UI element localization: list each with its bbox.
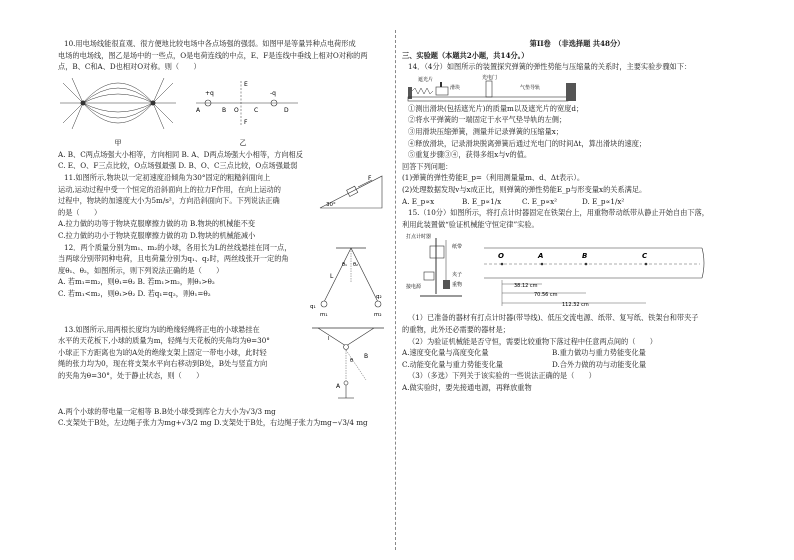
q10-field-diagram bbox=[58, 73, 388, 149]
svg-text:接电源: 接电源 bbox=[406, 284, 422, 291]
q15-options-row2: C.动能变化量与重力势能变化量 D.合外力做的功与动能变化量 bbox=[402, 359, 647, 369]
q15-options-row1: A.速度变化量与高度变化量 B.重力做功与重力势能变化量 bbox=[402, 348, 646, 358]
fig-yi-label: 乙 bbox=[239, 138, 247, 147]
svg-text:B: B bbox=[364, 352, 369, 360]
svg-text:B: B bbox=[222, 106, 227, 114]
q11-options: A.拉力做的功等于物块克服摩擦力做的功 B.物块的机械能不变 C.拉力做的功小于物块克服摩擦力做的功 D.物块的机械能减小 bbox=[58, 219, 256, 240]
svg-text:夹子: 夹子 bbox=[452, 272, 463, 279]
svg-text:纸带: 纸带 bbox=[452, 244, 463, 251]
point-diagram bbox=[196, 81, 298, 147]
column-divider bbox=[395, 30, 396, 550]
q15-tape-figure bbox=[402, 230, 752, 312]
q10-text: 10.用电场线能很直观、很方便地比较电场中各点场强的强弱。如图甲是等量异种点电荷形成 电场的电场线，图乙是场中的一些点，O是电荷连线的中点，E、F是连线中垂线上相对O对称的两 点，B、C和A、D也相对O对称。则（ ） bbox=[58, 39, 368, 72]
svg-text:B: B bbox=[582, 252, 588, 261]
svg-text:m₂: m₂ bbox=[374, 311, 382, 318]
q15-stem: 15.（10分）如图所示，将打点计时器固定在铁架台上，用重物带动纸带从静止开始自由下落， 利用此装置做“验证机械能守恒定律”实验。 bbox=[402, 208, 709, 229]
field-lines bbox=[60, 78, 176, 129]
svg-text:D: D bbox=[284, 106, 289, 114]
svg-text:F: F bbox=[368, 174, 372, 182]
q12-block: 12．两个质量分别为m₁、m₂的小球，各用长为L的丝线悬挂在同一点， 当两球分别带同种电荷，且电荷量分别为q₁、q₂时，两丝线张开一定的角 度θ₁、θ₂，如图所示，则下列说法正确的是（ ） A. 若m₁=m₂，则θ₁=θ₂ B. 若m₁>m₂，则θ₁>θ₂ C. 若m₁<m₂，则θ₁>θ₂ D. 若q₁=q₂，则θ₁=θ₂ L θ₁ θ₂ q₁ m₁ q₂ m₂ bbox=[58, 242, 388, 324]
q14-air-track-figure bbox=[402, 73, 602, 103]
svg-text:70.56 cm: 70.56 cm bbox=[534, 292, 558, 299]
q13-suspended-ball-figure bbox=[308, 324, 388, 404]
svg-text:打点计时器: 打点计时器 bbox=[406, 234, 432, 241]
q15-body: （1）已准备的器材有打点计时器(带导线)、低压交流电源、纸带、复写纸、铁架台和带夹子 的重物，此外还必需要的器材是； （2）为验证机械能是否守恒，需要比较重物下落过程中任意两点间的（ ） bbox=[402, 313, 699, 346]
q14-options: A. E_p∝x B. E_p∝1/x C. E_p∝x² D. E_p∝1/x² bbox=[402, 196, 625, 206]
svg-text:θ₂: θ₂ bbox=[353, 261, 359, 268]
timer-apparatus bbox=[406, 233, 462, 296]
q11-incline-figure bbox=[316, 172, 386, 212]
svg-text:C: C bbox=[642, 252, 648, 261]
q10-figure bbox=[58, 73, 388, 149]
q12-pendulum-figure bbox=[306, 242, 386, 322]
svg-text:A: A bbox=[336, 382, 341, 390]
q11-block: 11.如图所示,物块以一定初速度沿倾角为30°固定的粗糙斜面向上 运动,运动过程中受一个恒定的沿斜面向上的拉力F作用，在向上运动的 过程中，物块的加速度大小为5m/s²，方向沿斜面向下。下列说法正确 的是（ ） F 30° bbox=[58, 172, 388, 218]
q15-figure bbox=[402, 230, 752, 312]
svg-text:+q: +q bbox=[205, 89, 214, 97]
q14-figure bbox=[402, 73, 752, 103]
right-column bbox=[402, 38, 752, 393]
svg-text:F: F bbox=[244, 118, 248, 126]
svg-text:q₂: q₂ bbox=[376, 293, 382, 300]
svg-text:A: A bbox=[538, 252, 544, 261]
svg-text:θ: θ bbox=[350, 357, 354, 364]
positive-charge bbox=[81, 100, 86, 105]
svg-text:遮光片: 遮光片 bbox=[418, 76, 434, 83]
svg-text:q₁: q₁ bbox=[310, 303, 316, 310]
svg-text:-q: -q bbox=[270, 89, 276, 97]
fig-jia-label: 甲 bbox=[114, 138, 122, 147]
q13-block: 13.如图所示,用两根长度均为l的绝缘轻绳将正电的小球悬挂在 水平的天花板下,小球的质量为m，轻绳与天花板的夹角均为θ=30° 小球正下方距离也为l的A处的绝缘支架上固定一带电小球，此时轻 绳的张力均为0，现在将支架水平向右移动到B处，B处与竖直方向 的夹角为θ=30°，处于静止状态，则（ ） B A l θ bbox=[58, 324, 388, 406]
svg-text:重物: 重物 bbox=[452, 282, 463, 289]
q15-more: （3）（多选）下列关于该实验的一些说法正确的是（ ） A.做实验时，要先接通电源，再释放重物 bbox=[402, 371, 596, 392]
svg-text:C: C bbox=[254, 106, 259, 114]
negative-charge bbox=[151, 100, 156, 105]
svg-text:滑块: 滑块 bbox=[450, 84, 461, 91]
svg-text:O: O bbox=[234, 106, 239, 114]
svg-text:气垫导轨: 气垫导轨 bbox=[520, 84, 541, 91]
left-column bbox=[58, 38, 388, 429]
svg-text:38.12 cm: 38.12 cm bbox=[514, 283, 538, 290]
svg-text:θ₁: θ₁ bbox=[342, 261, 348, 268]
svg-text:光电门: 光电门 bbox=[482, 74, 498, 81]
q14-steps: ①测出滑块(包括遮光片)的质量m以及遮光片的宽度d； ②将水平弹簧的一端固定于水平气垫导轨的左侧； ③用滑块压缩弹簧，测量并记录弹簧的压缩量x； ④释放滑块，记录滑块脱离弹簧后通过光电门的时间Δt，算出滑块的速度； ⑤重复步骤③④，获得多组x与v的值。 回答下列问题： (1)弹簧的弹性势能E_p=（利用测量量m、d、Δt表示）。 (2)处理数据发现v与x成正比，则弹簧的弹性势能E_p与形变量x的关系满足。 bbox=[402, 103, 647, 194]
svg-text:m₁: m₁ bbox=[320, 311, 328, 318]
q13-options: A.两个小球的带电量一定相等 B.B处小球受到库仑力大小为√3/3 mg C.支架处于B处，左边绳子张力为mg+√3/2 mg D.支架处于B处，右边绳子张力为mg−√3/4 mg bbox=[58, 406, 368, 428]
section-title: 第II卷 （非选择题 共48分） bbox=[529, 39, 625, 48]
svg-text:30°: 30° bbox=[326, 201, 336, 208]
q10-options: A. B、C两点场强大小相等，方向相同 B. A、D两点场强大小相等，方向相反 C. E、O、F三点比较，O点场强最强 D. B、O、C三点比较，O点场强最弱 bbox=[58, 149, 303, 171]
q14-stem: 14．（4分）如图所示的装置探究弹簧的弹性势能与压缩量的关系时，主要实验步骤如下： bbox=[408, 62, 692, 72]
svg-text:O: O bbox=[498, 252, 504, 261]
svg-text:l: l bbox=[328, 335, 330, 342]
svg-text:112.32 cm: 112.32 cm bbox=[562, 302, 589, 309]
svg-text:L: L bbox=[330, 272, 334, 280]
section-3-heading: 三、实验题（本题共2小题，共14分。） bbox=[402, 50, 529, 60]
svg-text:E: E bbox=[244, 80, 248, 88]
svg-text:A: A bbox=[196, 106, 201, 114]
paper-tape bbox=[484, 248, 704, 278]
